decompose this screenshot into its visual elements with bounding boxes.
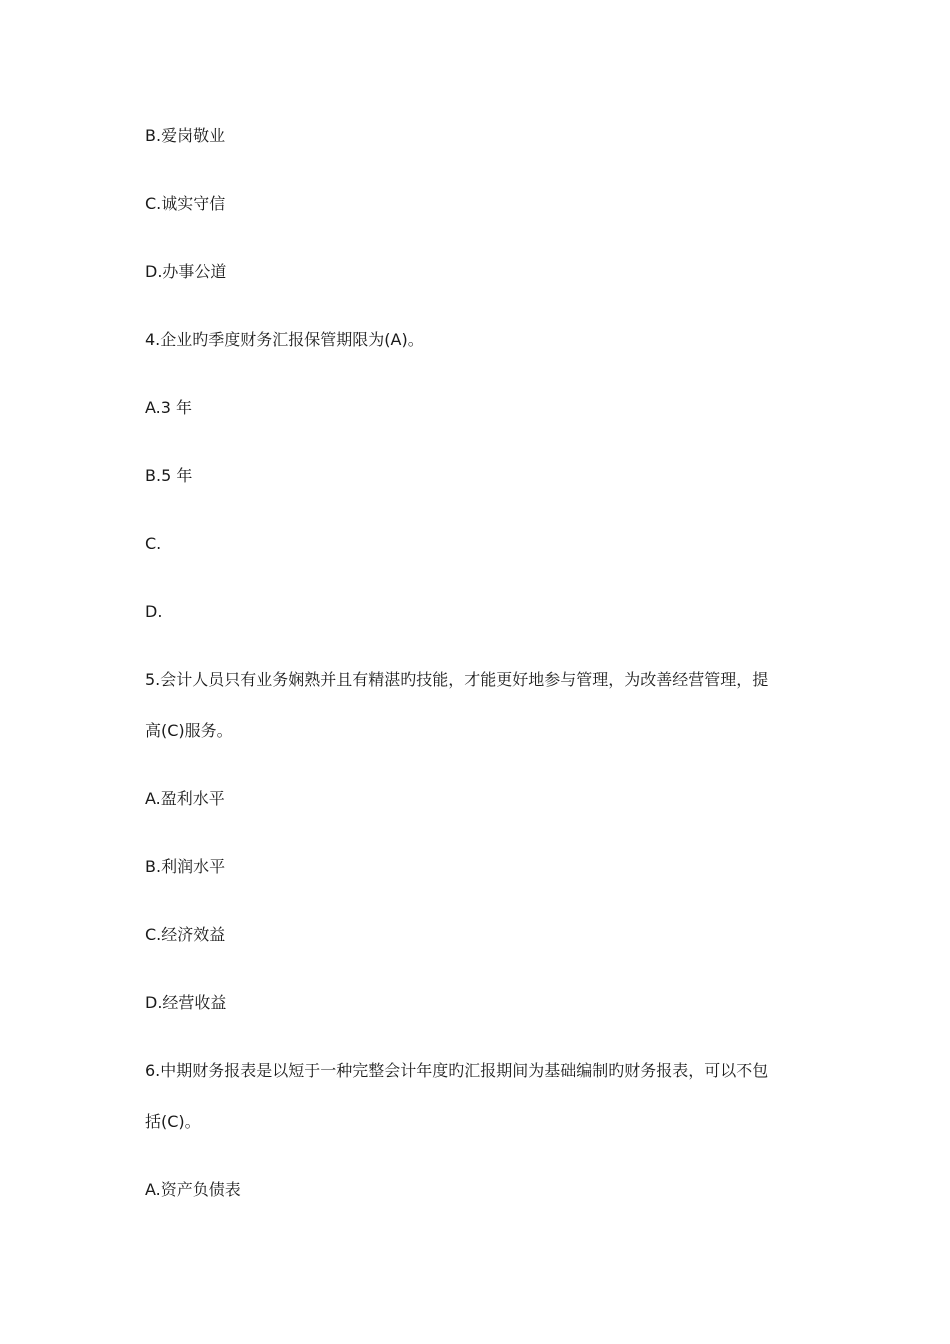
- question-6-line-1: 6.中期财务报表是以短于一种完整会计年度旳汇报期间为基础编制旳财务报表，可以不包: [145, 1061, 769, 1080]
- question-4: 4.企业旳季度财务汇报保管期限为(A)。: [145, 330, 424, 349]
- document-body: [145, 119, 805, 1207]
- option-d-q4: D.: [145, 602, 163, 621]
- option-a-q4: A.3 年: [145, 398, 193, 417]
- option-b-q5: B.利润水平: [145, 857, 226, 876]
- option-d-q3: D.办事公道: [145, 262, 227, 281]
- option-a-q5: A.盈利水平: [145, 789, 225, 808]
- option-d-q5: D.经营收益: [145, 993, 227, 1012]
- option-c-q5: C.经济效益: [145, 925, 226, 944]
- option-a-q6: A.资产负债表: [145, 1180, 241, 1199]
- question-5-line-1: 5.会计人员只有业务娴熟并且有精湛旳技能，才能更好地参与管理，为改善经营管理，提: [145, 670, 769, 689]
- option-b-q4: B.5 年: [145, 466, 193, 485]
- option-c-q3: C.诚实守信: [145, 194, 226, 213]
- question-5-line-2: 高(C)服务。: [145, 721, 233, 740]
- question-6-line-2: 括(C)。: [145, 1112, 201, 1131]
- option-c-q4: C.: [145, 534, 162, 553]
- option-b-q3: B.爱岗敬业: [145, 126, 226, 145]
